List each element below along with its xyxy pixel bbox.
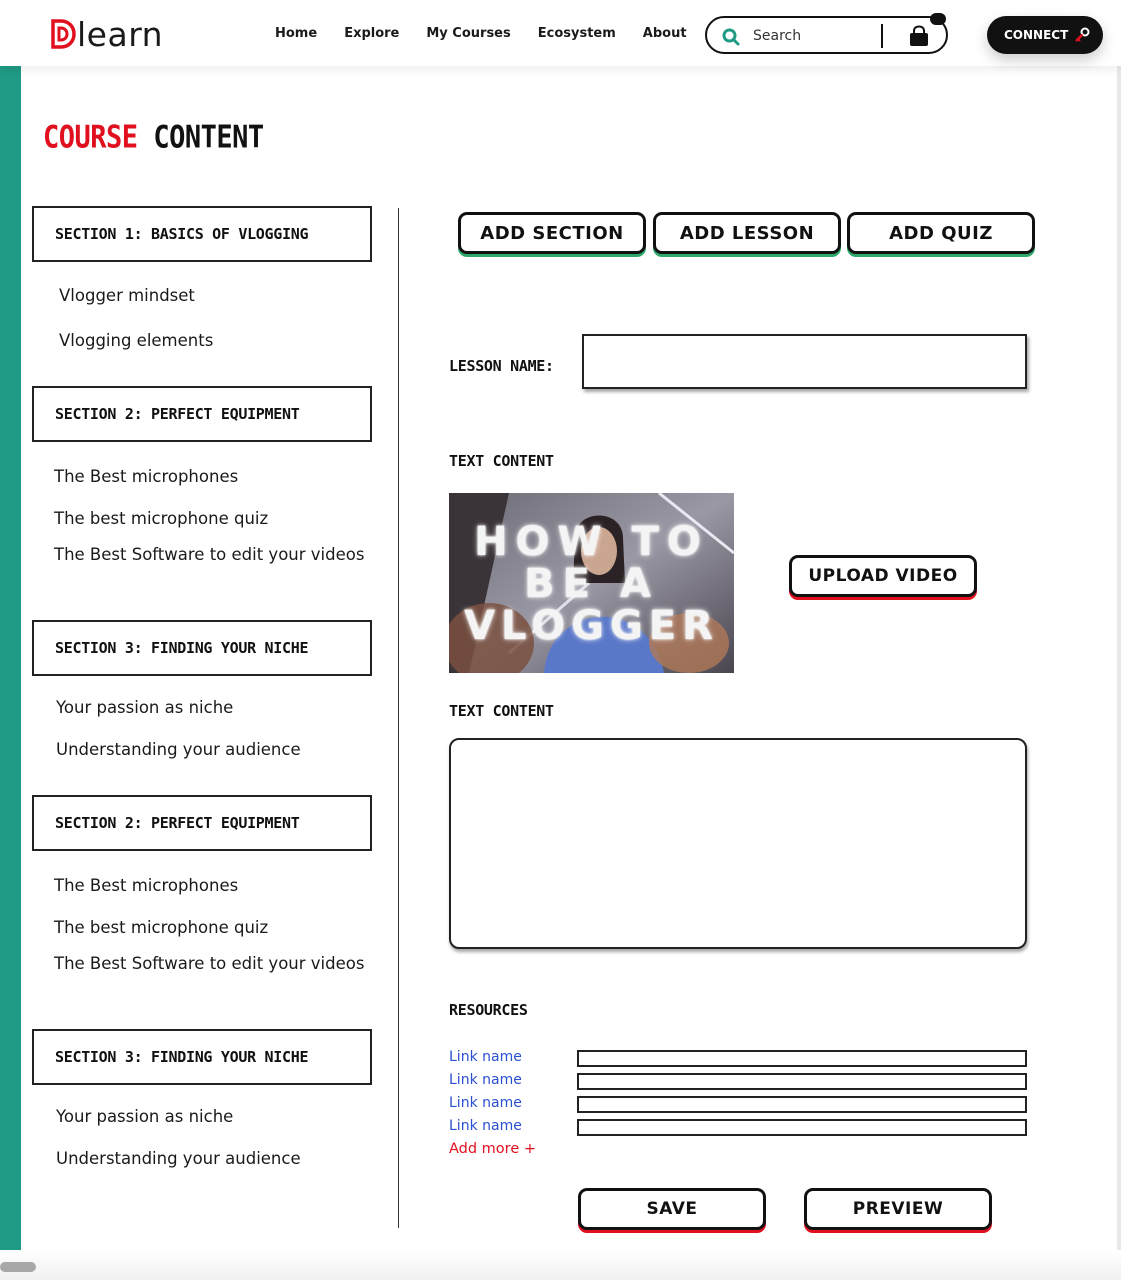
section-1-header[interactable] (32, 206, 372, 262)
lesson-item[interactable]: Vlogging elements (59, 331, 214, 350)
column-divider (398, 208, 399, 1228)
left-accent-strip (0, 66, 21, 1280)
lesson-name-label: LESSON NAME: (449, 357, 554, 375)
add-more-link[interactable]: Add more + (449, 1141, 536, 1157)
page-title (43, 120, 264, 156)
section-4-header[interactable] (32, 795, 372, 851)
main-nav (275, 26, 714, 41)
lesson-item[interactable]: The Best Software to edit your videos (54, 545, 365, 564)
add-lesson-button[interactable]: ADD LESSON (653, 212, 841, 254)
lesson-item[interactable]: Understanding your audience (56, 1149, 301, 1168)
section-label: SECTION 2: PERFECT EQUIPMENT (55, 814, 300, 832)
section-label: SECTION 3: FINDING YOUR NICHE (55, 1048, 309, 1066)
key-icon (1073, 26, 1091, 44)
nav-explore[interactable]: Explore (344, 26, 400, 41)
resources-label: RESOURCES (449, 1001, 528, 1019)
lesson-item[interactable]: The Best microphones (54, 467, 239, 486)
lesson-item[interactable]: The best microphone quiz (54, 509, 269, 528)
nav-home[interactable]: Home (275, 26, 318, 41)
logo-text: learn (77, 14, 164, 54)
text-content-label-2: TEXT CONTENT (449, 702, 554, 720)
logo-d-icon (50, 18, 76, 50)
thumbnail-line-3: VLOGGER (464, 603, 719, 649)
section-label: SECTION 2: PERFECT EQUIPMENT (55, 405, 300, 423)
lesson-item[interactable]: Vlogger mindset (59, 286, 195, 305)
resource-link-input[interactable] (577, 1119, 1027, 1136)
lesson-item[interactable]: Understanding your audience (56, 740, 301, 759)
top-header (0, 0, 1121, 66)
search-bar (705, 16, 948, 54)
section-5-header[interactable] (32, 1029, 372, 1085)
connect-button[interactable] (987, 16, 1103, 54)
section-label: SECTION 3: FINDING YOUR NICHE (55, 639, 309, 657)
text-content-label: TEXT CONTENT (449, 452, 554, 470)
upload-video-button[interactable]: UPLOAD VIDEO (789, 555, 977, 597)
preview-button[interactable]: PREVIEW (804, 1188, 992, 1230)
resource-link-name[interactable]: Link name (449, 1118, 522, 1134)
save-button[interactable]: SAVE (578, 1188, 766, 1230)
search-divider (881, 24, 883, 48)
nav-about[interactable]: About (642, 26, 687, 41)
search-input[interactable] (753, 26, 873, 46)
horizontal-scrollbar[interactable] (0, 1262, 36, 1272)
dlearn-logo[interactable] (50, 14, 163, 54)
search-icon[interactable] (721, 27, 741, 47)
lesson-item[interactable]: The Best microphones (54, 876, 239, 895)
thumbnail-line-2: BE A (524, 561, 659, 607)
add-section-button[interactable]: ADD SECTION (458, 212, 646, 254)
lesson-item[interactable]: The Best Software to edit your videos (54, 954, 365, 973)
resource-link-name[interactable]: Link name (449, 1072, 522, 1088)
shopping-bag-icon[interactable] (907, 24, 931, 48)
text-content-textarea[interactable] (449, 738, 1027, 949)
lesson-item[interactable]: Your passion as niche (56, 698, 234, 717)
video-thumbnail[interactable] (449, 493, 734, 673)
section-2-header[interactable] (32, 386, 372, 442)
thumbnail-line-1: HOW TO (474, 519, 709, 565)
nav-ecosystem[interactable]: Ecosystem (537, 26, 616, 41)
add-quiz-button[interactable]: ADD QUIZ (847, 212, 1035, 254)
nav-my-courses[interactable]: My Courses (426, 26, 511, 41)
resource-link-name[interactable]: Link name (449, 1095, 522, 1111)
lesson-item[interactable]: Your passion as niche (56, 1107, 234, 1126)
connect-label: CONNECT (1004, 28, 1069, 42)
resource-link-input[interactable] (577, 1096, 1027, 1113)
resource-link-input[interactable] (577, 1050, 1027, 1067)
page-title-rest: CONTENT (153, 120, 264, 156)
right-edge-shadow (1117, 66, 1121, 1280)
cart-badge (930, 13, 946, 25)
window-bottom-bar (0, 1250, 1121, 1280)
lesson-item[interactable]: The best microphone quiz (54, 918, 269, 937)
section-3-header[interactable] (32, 620, 372, 676)
resource-link-input[interactable] (577, 1073, 1027, 1090)
resource-link-name[interactable]: Link name (449, 1049, 522, 1065)
page-title-accent: COURSE (43, 120, 138, 156)
section-label: SECTION 1: BASICS OF VLOGGING (55, 225, 309, 243)
lesson-name-input[interactable] (582, 334, 1027, 389)
